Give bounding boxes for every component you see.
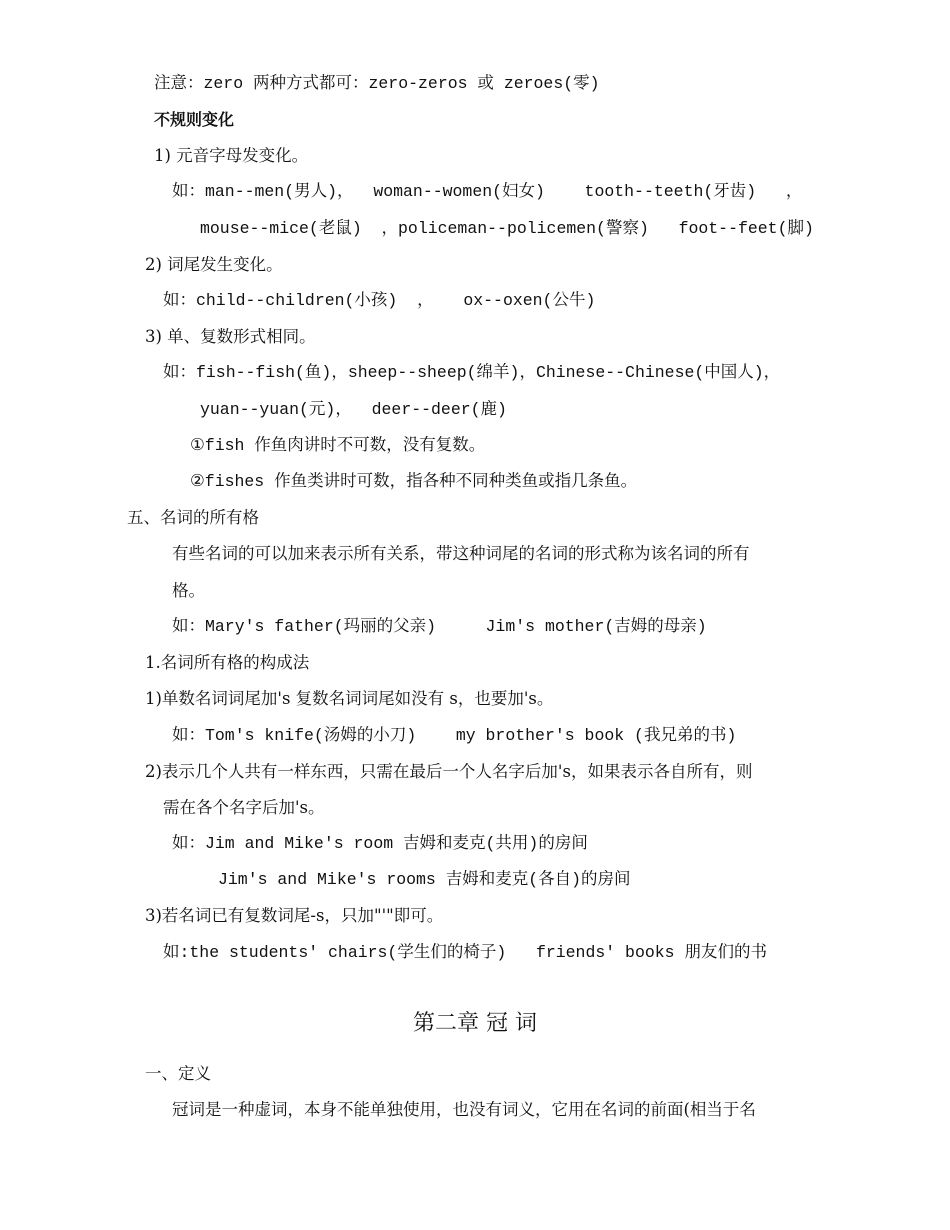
rule-plural-s: 3)若名词已有复数词尾-s，只加"'"即可。 xyxy=(145,906,444,925)
rule-same-form: 3) 单、复数形式相同。 xyxy=(145,327,316,346)
rule-singular-plural: 1)单数名词词尾加's 复数名词词尾如没有 s，也要加's。 xyxy=(145,689,554,708)
example-vowel-2: mouse--mice(老鼠) ，policeman--policemen(警察) foot--feet(脚) xyxy=(200,219,814,238)
possessive-intro-1: 有些名词的可以加来表示所有关系，带这种词尾的名词的形式称为该名词的所有 xyxy=(172,544,750,563)
definition-text: 冠词是一种虚词，本身不能单独使用，也没有词义，它用在名词的前面(相当于名 xyxy=(172,1100,756,1119)
example-same-1: 如：fish--fish(鱼)，sheep--sheep(绵羊)，Chinese--Chinese(中国人)， xyxy=(163,363,781,382)
example-singular: 如：Tom's knife(汤姆的小刀) my brother's book (我兄弟的书) xyxy=(172,726,737,745)
possessive-intro-2: 格。 xyxy=(172,581,205,600)
rule-ending-change: 2) 词尾发生变化。 xyxy=(145,255,283,274)
chapter-title: 第二章 冠 词 xyxy=(413,1011,537,1036)
example-possessive: 如：Mary's father(玛丽的父亲) Jim's mother(吉姆的母亲) xyxy=(172,617,707,636)
example-plural-s: 如:the students' chairs(学生们的椅子) friends' books 朋友们的书 xyxy=(163,943,767,962)
example-joint-1: 如：Jim and Mike's room 吉姆和麦克(共用)的房间 xyxy=(172,834,588,853)
rule-joint-2: 需在各个名字后加's。 xyxy=(163,798,325,817)
rule-vowel-change: 1) 元音字母发变化。 xyxy=(154,146,309,165)
note-zero: 注意：zero 两种方式都可：zero-zeros 或 zeroes(零) xyxy=(154,74,600,93)
rule-joint-1: 2)表示几个人共有一样东西，只需在最后一个人名字后加's，如果表示各自所有，则 xyxy=(145,762,753,781)
note-fish-1: ①fish 作鱼肉讲时不可数，没有复数。 xyxy=(190,436,486,455)
heading-irregular-change: 不规则变化 xyxy=(154,110,235,129)
example-joint-2: Jim's and Mike's rooms 吉姆和麦克(各自)的房间 xyxy=(218,870,631,889)
subsection-formation: 1.名词所有格的构成法 xyxy=(145,653,310,672)
section-possessive: 五、名词的所有格 xyxy=(127,508,259,527)
example-ending: 如：child--children(小孩) ， ox--oxen(公牛) xyxy=(163,291,596,310)
example-same-2: yuan--yuan(元)， deer--deer(鹿) xyxy=(200,400,507,419)
example-vowel-1: 如：man--men(男人)， woman--women(妇女) tooth--teeth(牙齿) ， xyxy=(172,182,803,201)
section-definition: 一、定义 xyxy=(145,1064,211,1083)
note-fish-2: ②fishes 作鱼类讲时可数，指各种不同种类鱼或指几条鱼。 xyxy=(190,472,638,491)
